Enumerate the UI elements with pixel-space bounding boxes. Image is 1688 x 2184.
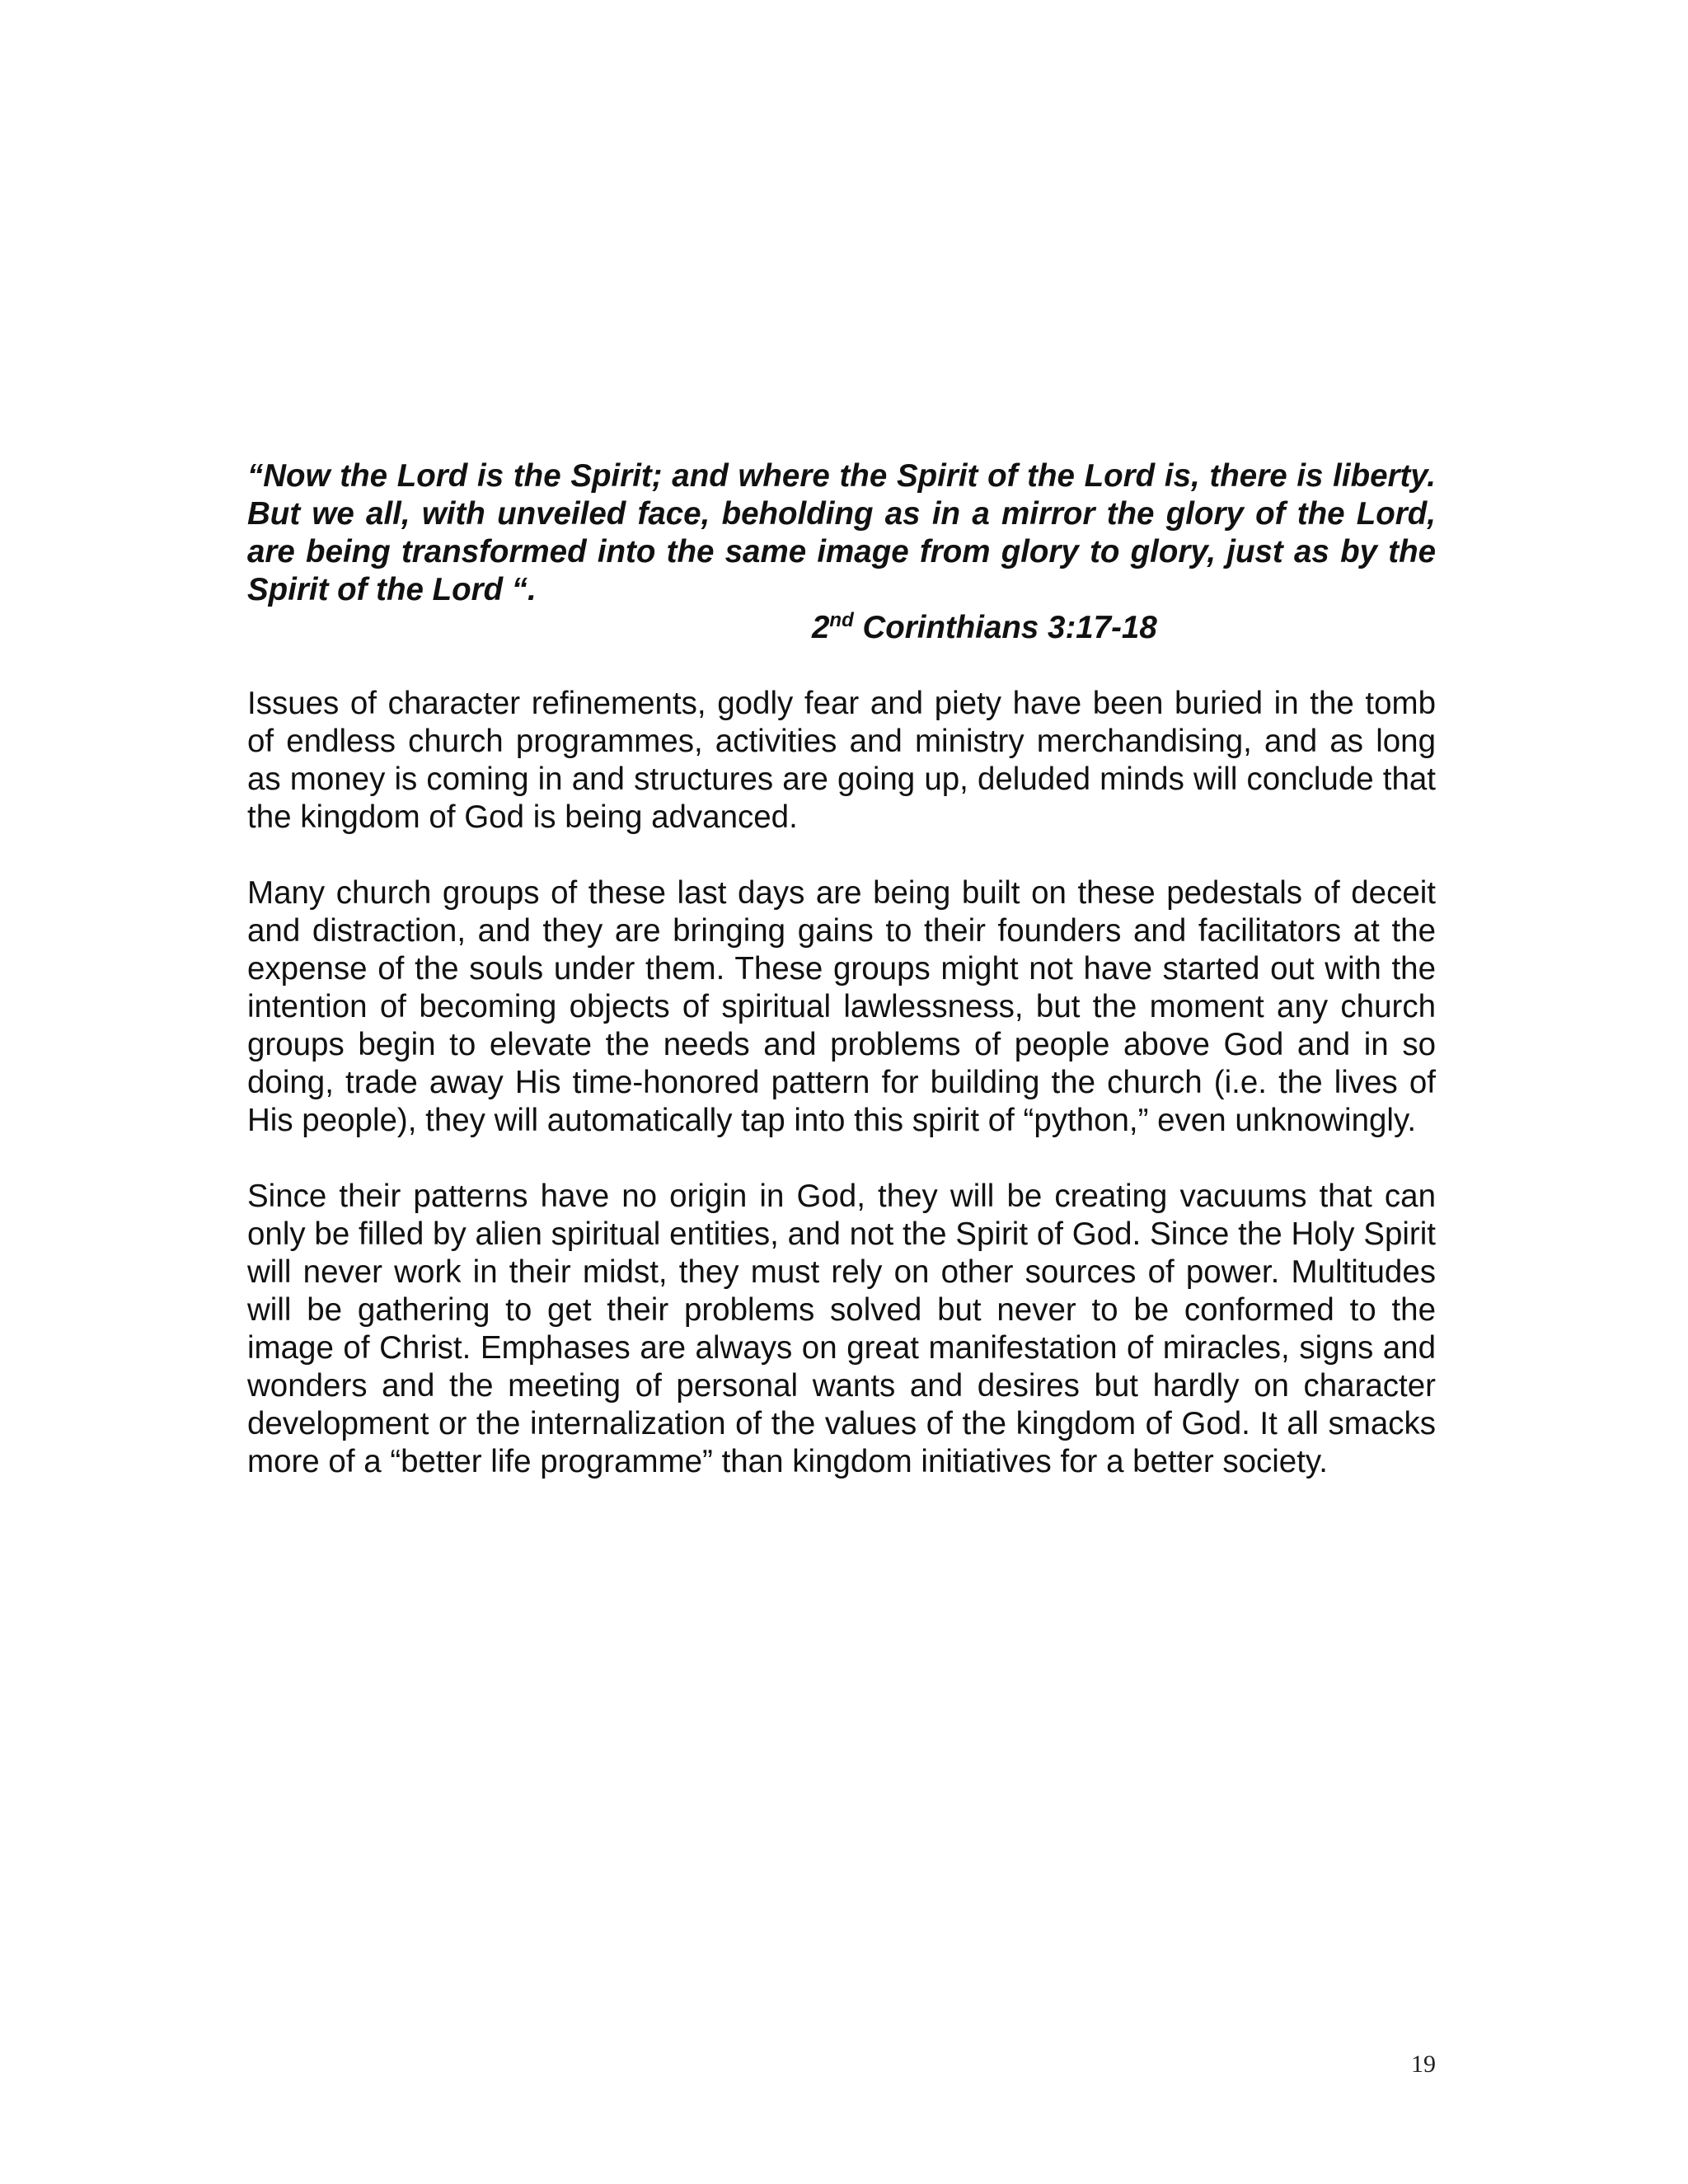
page-number: 19 [1411,2050,1436,2078]
reference-ordinal-suffix: nd [829,609,854,632]
body-paragraph: Since their patterns have no origin in God, they will be creating vacuums that can only be filled by alien spiritual entities, and not the Spirit of God. Since the Holy Spirit will never work in their midst, they must rely on other sources of power. Multitudes will be gathering to get their problems solved but never to be conformed to the image of Christ. Emphases are always on great manifestation of miracles, signs and wonders and the meeting of personal wants and desires but hardly on character development or the internalization of the values of the kingdom of God. It all smacks more of a “better life programme” than kingdom initiatives for a better society. [247,1179,1436,1479]
page-content [247,457,1436,1481]
body-paragraph: Many church groups of these last days are being built on these pedestals of deceit and distraction, and they are bringing gains to their founders and facilitators at the expense of the souls under them. These groups might not have started out with the intention of becoming objects of spiritual lawlessness, but the moment any church groups begin to elevate the needs and problems of people above God and in so doing, trade away His time-honored pattern for building the church (i.e. the lives of His people), they will automatically tap into this spirit of “python,” even unknowingly. [247,875,1436,1138]
reference-ordinal: 2 [812,610,830,645]
scripture-reference [247,609,1436,647]
scripture-quote: “Now the Lord is the Spirit; and where the Spirit of the Lord is, there is liberty. But we all, with unveiled face, beholding as in a mirror the glory of the Lord, are being transformed into the same image from glory to glory, just as by the Spirit of the Lord “. [247,458,1436,607]
reference-text: Corinthians 3:17-18 [853,610,1157,645]
body-paragraph: Issues of character refinements, godly fear and piety have been buried in the tomb of endless church programmes, activities and ministry merchandising, and as long as money is coming in and structures are going up, deluded minds will conclude that the kingdom of God is being advanced. [247,686,1436,835]
